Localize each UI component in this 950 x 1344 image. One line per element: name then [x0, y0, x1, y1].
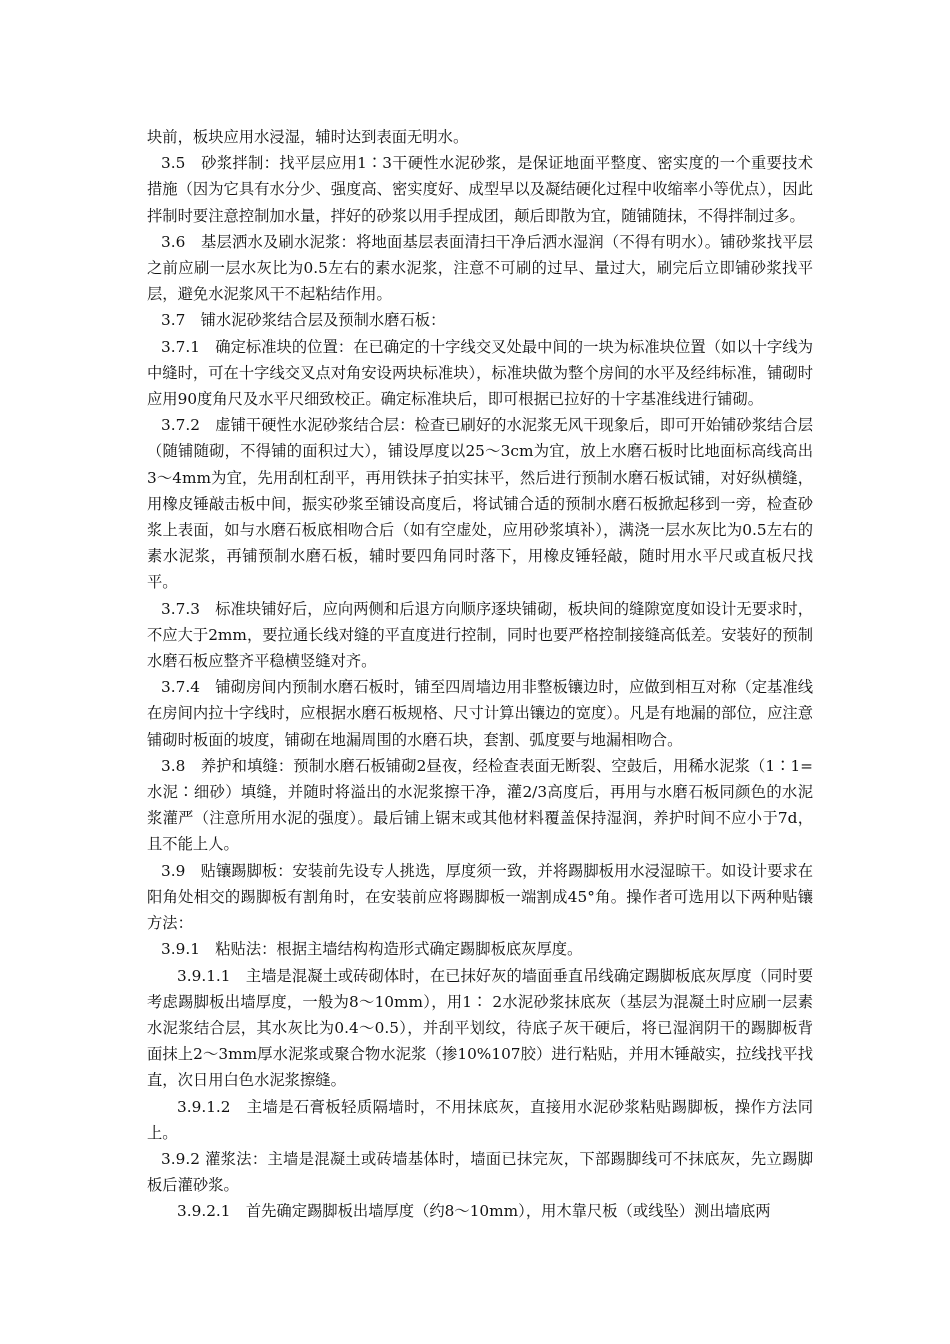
document-body — [147, 124, 813, 1225]
paragraph-3-7-3: 3.7.3 标准块铺好后，应向两侧和后退方向顺序逐块铺砌，板块间的缝隙宽度如设计无要求时，不应大于2mm，要拉通长线对缝的平直度进行控制，同时也要严格控制接缝高低差。安装好的预制水磨石板应整齐平稳横竖缝对齐。 — [147, 599, 813, 671]
paragraph-3-7-4: 3.7.4 铺砌房间内预制水磨石板时，铺至四周墙边用非整板镶边时，应做到相互对称（定基准线在房间内拉十字线时，应根据水磨石板规格、尺寸计算出镶边的宽度）。凡是有地漏的部位，应注意铺砌时板面的坡度，铺砌在地漏周围的水磨石块，套割、弧度要与地漏相吻合。 — [147, 678, 813, 749]
paragraph-3-9-1: 3.9.1 粘贴法：根据主墙结构构造形式确定踢脚板底灰厚度。 — [161, 940, 583, 959]
paragraph-3-9: 3.9 贴镶踢脚板：安装前先设专人挑选，厚度须一致，并将踢脚板用水浸湿晾干。如设计要求在阳角处相交的踢脚板有割角时，在安装前应将踢脚板一端割成45°角。操作者可选用以下两种贴镶方法： — [147, 861, 813, 933]
paragraph-3-9-1-2: 3.9.1.2 主墙是石膏板轻质隔墙时，不用抹底灰，直接用水泥砂浆粘贴踢脚板，操作方法同上。 — [147, 1097, 813, 1142]
paragraph-continuation: 块前，板块应用水浸湿，辅时达到表面无明水。 — [147, 128, 469, 146]
paragraph-3-7-2: 3.7.2 虚铺干硬性水泥砂浆结合层：检查已刷好的水泥浆无风干现象后，即可开始铺砂浆结合层（随铺随砌，不得铺的面积过大），铺设厚度以25～3cm为宜，放上水磨石板时比地面标高线高出3～4mm为宜，先用刮杠刮平，再用铁抹子拍实抹平，然后进行预制水磨石板试铺，对好纵横缝，用橡皮锤敲击板中间，振实砂浆至铺设高度后，将试铺合适的预制水磨石板掀起移到一旁，检查砂浆上表面，如与水磨石板底相吻合后（如有空虚处，应用砂浆填补），满浇一层水灰比为0.5左右的素水泥浆，再铺预制水磨石板，辅时要四角同时落下，用橡皮锤轻敲，随时用水平尺或直板尺找平。 — [147, 416, 813, 592]
paragraph-3-7: 3.7 铺水泥砂浆结合层及预制水磨石板： — [161, 311, 446, 330]
paragraph-3-7-1: 3.7.1 确定标准块的位置：在已确定的十字线交叉处最中间的一块为标准块位置（如以十字线为中缝时，可在十字线交叉点对角安设两块标准块），标准块做为整个房间的水平及经纬标准，铺砌时应用90度角尺及水平尺细致校正。确定标准块后，即可根据已拉好的十字基准线进行铺砌。 — [147, 337, 813, 409]
paragraph-3-8: 3.8 养护和填缝：预制水磨石板铺砌2昼夜，经检查表面无断裂、空鼓后，用稀水泥浆（1∶1=水泥∶细砂）填缝，并随时将溢出的水泥浆擦干净，灌2/3高度后，再用与水磨石板同颜色的水泥浆灌严（注意所用水泥的强度）。最后铺上锯末或其他材料覆盖保持湿润，养护时间不应小于7d，且不能上人。 — [147, 756, 813, 854]
paragraph-3-5: 3.5 砂浆拌制：找平层应用1∶3干硬性水泥砂浆，是保证地面平整度、密实度的一个重要技术措施（因为它具有水分少、强度高、密实度好、成型早以及凝结硬化过程中收缩率小等优点），因此拌制时要注意控制加水量，拌好的砂浆以用手捏成团，颠后即散为宜，随铺随抹，不得拌制过多。 — [147, 154, 813, 225]
paragraph-3-6: 3.6 基层洒水及刷水泥浆：将地面基层表面清扫干净后洒水湿润（不得有明水）。铺砂浆找平层之前应刷一层水灰比为0.5左右的素水泥浆，注意不可刷的过早、量过大，刷完后立即铺砂浆找平层，避免水泥浆风干不起粘结作用。 — [147, 232, 813, 304]
paragraph-3-9-1-1: 3.9.1.1 主墙是混凝土或砖砌体时，在已抹好灰的墙面垂直吊线确定踢脚板底灰厚度（同时要考虑踢脚板出墙厚度，一般为8～10mm），用1∶ 2水泥砂浆抹底灰（基层为混凝土时应刷一层素水泥浆结合层，其水灰比为0.4～0.5），并刮平划纹，待底子灰干硬后，将已湿润阴干的踢脚板背面抹上2～3mm厚水泥浆或聚合物水泥浆（掺10%107胶）进行粘贴，并用木锤敲实，拉线找平找直，次日用白色水泥浆擦缝。 — [147, 966, 813, 1090]
paragraph-3-9-2: 3.9.2 灌浆法：主墙是混凝土或砖墙基体时，墙面已抹完灰，下部踢脚线可不抹底灰，先立踢脚板后灌砂浆。 — [147, 1149, 813, 1195]
paragraph-3-9-2-1: 3.9.2.1 首先确定踢脚板出墙厚度（约8～10mm），用木靠尺板（或线坠）测出墙底两 — [177, 1202, 771, 1221]
